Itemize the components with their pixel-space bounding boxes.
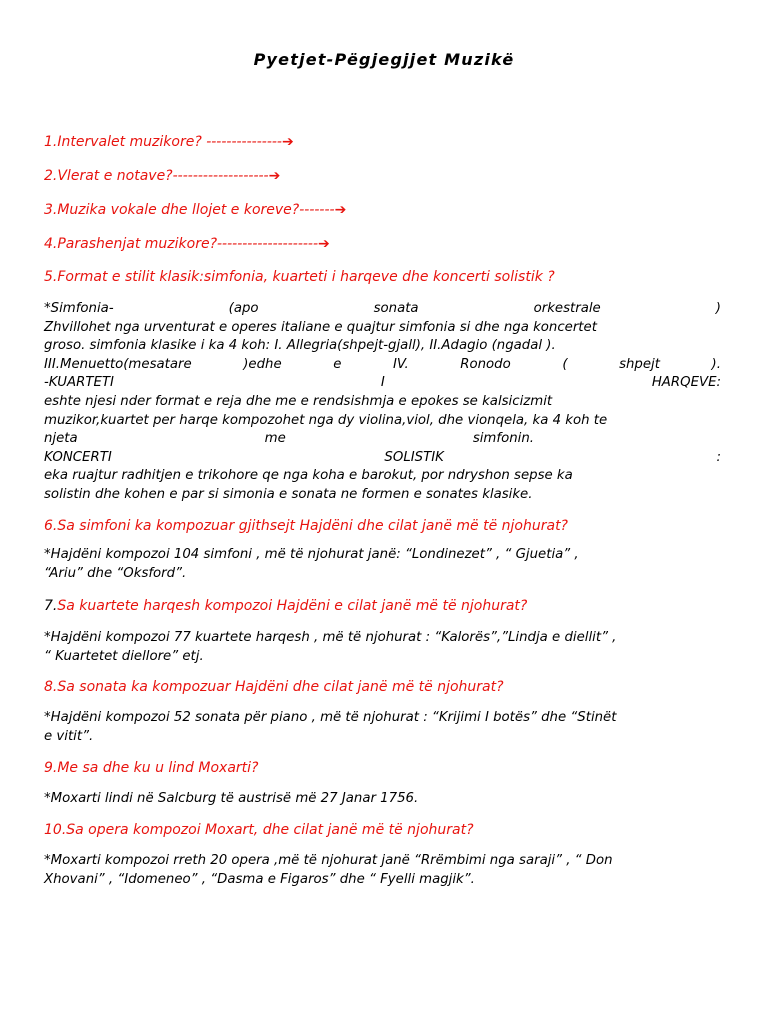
answer-8-line-1: *Hajdëni kompozoi 52 sonata për piano , më të njohurat : “Krijimi I botës” dhe “Stinët [44,710,617,725]
answer-8-line-2: e vitit”. [44,728,94,744]
answer-5-line-2: Zhvillohet nga urventurat e operes italiane e quajtur simfonia si dhe nga koncertet [44,319,597,335]
answer-6-line-2: “Ariu” dhe “Oksford”. [44,565,187,581]
question-8: 8.Sa sonata ka kompozuar Hajdëni dhe cilat janë më të njohurat? [44,679,504,695]
question-1: 1.Intervalet muzikore? ---------------➔ [44,134,294,150]
arrow-right-icon: ➔ [334,202,347,218]
answer-8 [44,709,721,746]
answer-5-line-9: KONCERTI SOLISTIK : [44,449,721,465]
answer-5-line-4: III.Menuetto(mesatare )edhe e IV. Ronodo ( shpejt ). [44,356,721,372]
answer-6-line-1: *Hajdëni kompozoi 104 simfoni , më të njohurat janë: “Londinezet” , “ Gjuetia” , [44,547,579,562]
answer-10 [44,852,721,889]
question-4: 4.Parashenjat muzikore?--------------------➔ [44,236,330,252]
answer-5-line-8: njeta me simfonin. [44,431,534,447]
question-6: 6.Sa simfoni ka kompozuar gjithsejt Hajdëni dhe cilat janë më të njohurat? [44,518,568,534]
question-10: 10.Sa opera kompozoi Moxart, dhe cilat janë më të njohurat? [44,822,474,838]
arrow-right-icon: ➔ [268,168,281,184]
answer-10-line-2: Xhovani” , “Idomeneo” , “Dasma e Figaros” dhe “ Fyelli magjik”. [44,871,475,887]
answer-5-line-7: muzikor,kuartet per harqe kompozohet nga dy violina,viol, dhe vionqela, ka 4 koh te [44,412,608,428]
answer-9-line-1: *Moxarti lindi në Salcburg të austrisë më 27 Janar 1756. [44,791,419,806]
answer-5-line-10: eka ruajtur radhitjen e trikohore qe nga koha e barokut, por ndryshon sepse ka [44,468,573,484]
answer-5-line-3: groso. simfonia klasike i ka 4 koh: I. Allegria(shpejt-gjall), II.Adagio (ngadal ). [44,338,556,354]
answer-10-line-1: *Moxarti kompozoi rreth 20 opera ,më të njohurat janë “Rrëmbimi nga saraji” , “ Don [44,853,613,868]
answer-7 [44,629,721,666]
answer-5-line-11: solistin dhe kohen e par si simonia e sonata ne formen e sonates klasike. [44,486,533,502]
arrow-right-icon: ➔ [318,236,330,252]
arrow-right-icon: ➔ [281,134,294,150]
answer-5 [44,300,721,505]
answer-6 [44,546,721,583]
answer-5-line-6: eshte njesi nder format e reja dhe me e rendsishmja e epokes se kalsicizmit [44,393,553,409]
page-title: Pyetjet-Pëgjegjjet Muzikë [253,50,515,69]
answer-9 [44,790,721,809]
answer-7-line-2: “ Kuartetet diellore” etj. [44,648,204,664]
question-7: 7.Sa kuartete harqesh kompozoi Hajdëni e cilat janë më të njohurat? [44,598,528,614]
question-9: 9.Me sa dhe ku u lind Moxarti? [44,760,259,776]
question-3: 3.Muzika vokale dhe llojet e koreve?-------➔ [44,202,347,218]
answer-7-line-1: *Hajdëni kompozoi 77 kuartete harqesh , më të njohurat : “Kalorës”,”Lindja e diellit” , [44,630,617,645]
answer-5-line-5: -KUARTETI I HARQEVE: [44,375,721,391]
answer-5-line-1: *Simfonia- (apo sonata orkestrale ) [44,301,721,316]
question-5: 5.Format e stilit klasik:simfonia, kuarteti i harqeve dhe koncerti solistik ? [44,269,555,285]
question-2: 2.Vlerat e notave?-------------------➔ [44,168,281,184]
